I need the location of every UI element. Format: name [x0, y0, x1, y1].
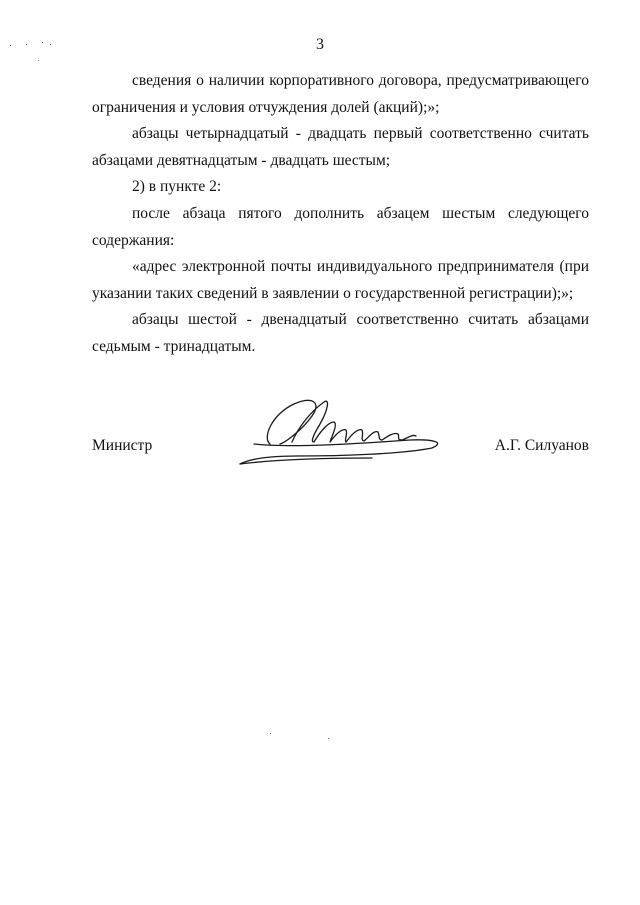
- paragraph-add-sixth: после абзаца пятого дополнить абзацем шестым следующего содержания:: [92, 205, 589, 249]
- paragraph-point-2: 2) в пункте 2:: [132, 178, 222, 195]
- paragraph-renumber-14-21: абзацы четырнадцатый - двадцать первый соответственно считать абзацами девятнадцатым - двадцать шестым;: [92, 125, 589, 169]
- paragraph-corporate-agreement: сведения о наличии корпоративного договора, предусматривающего ограничения и условия отчуждения долей (акций);»;: [92, 72, 589, 116]
- page-number: 3: [316, 36, 324, 53]
- scan-speck: [38, 60, 39, 61]
- scan-speck: [328, 738, 329, 739]
- paragraph-renumber-6-12: абзацы шестой - двенадцатый соответственно считать абзацами седьмым - тринадцатым.: [92, 311, 589, 355]
- signatory-name: А.Г. Силуанов: [494, 437, 589, 454]
- signatory-title: Министр: [92, 437, 153, 454]
- paragraph-email-address: «адрес электронной почты индивидуального предпринимателя (при указании таких сведений в заявлении о государственной регистрации);»;: [92, 258, 589, 302]
- scan-speck: [270, 733, 271, 734]
- signature-block: [92, 437, 589, 467]
